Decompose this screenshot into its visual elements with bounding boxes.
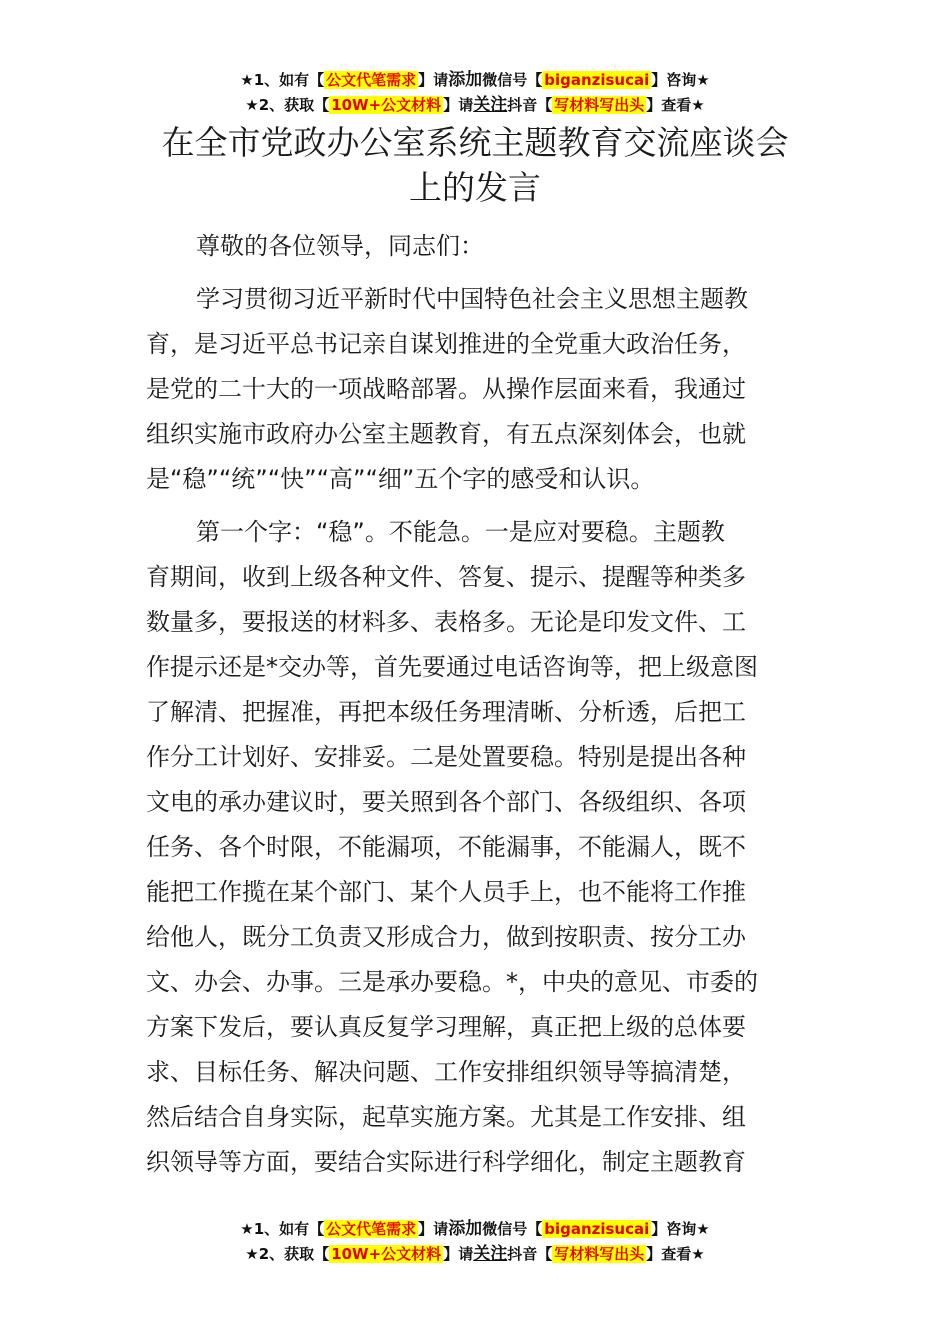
- promo-text: 】咨询: [651, 71, 697, 89]
- text-line: 能把工作揽在某个部门、某个人员手上，也不能将工作推: [146, 878, 746, 906]
- text-line: 求、目标任务、解决问题、工作安排组织领导等搞清楚，: [146, 1058, 746, 1086]
- promo-text: 抖音【: [507, 1245, 553, 1263]
- promo-text: 】请: [443, 96, 474, 114]
- promo-text: 微信号【: [482, 71, 543, 89]
- salutation: 尊敬的各位领导，同志们：: [196, 232, 484, 260]
- promo-text: 微信号【: [482, 1220, 543, 1238]
- text-line: 作提示还是*交办等，首先要通过电话咨询等，把上级意图: [146, 653, 758, 681]
- text-line: 文电的承办建议时，要关照到各个部门、各级组织、各项: [146, 788, 746, 816]
- text-line: 给他人，既分工负责又形成合力，做到按职责、按分工办: [146, 923, 746, 951]
- promo-banner-bottom: [0, 1217, 950, 1267]
- promo-line-1: [0, 1217, 950, 1242]
- title-line: 在全市党政办公室系统主题教育交流座谈会: [161, 123, 789, 162]
- promo-line-2: [0, 93, 950, 118]
- highlight-wechat-id: biganzisucai: [544, 1220, 650, 1238]
- promo-line-2: [0, 1242, 950, 1267]
- text-line: 学习贯彻习近平新时代中国特色社会主义思想主题教: [196, 285, 748, 313]
- text-line: 是党的二十大的一项战略部署。从操作层面来看，我通过: [146, 375, 746, 403]
- promo-text: 】请: [418, 1220, 449, 1238]
- text-line: 作分工计划好、安排妥。二是处置要稳。特别是提出各种: [146, 743, 746, 771]
- promo-emphasis: 添加: [448, 1219, 483, 1239]
- promo-emphasis: 关注: [473, 1244, 508, 1264]
- promo-text: 1、如有【: [253, 1220, 325, 1238]
- promo-emphasis: 关注: [473, 95, 508, 115]
- highlight-materials: 10W+公文材料: [331, 1245, 442, 1263]
- promo-text: 】查看: [646, 1245, 692, 1263]
- promo-banner-top: [0, 68, 950, 118]
- promo-text: 2、获取【: [258, 96, 330, 114]
- promo-text: 】请: [418, 71, 449, 89]
- text-line: 是“稳”“统”“快”“高”“细”五个字的感受和认识。: [146, 465, 655, 493]
- star-icon: ★: [240, 1220, 254, 1238]
- promo-text: 】咨询: [651, 1220, 697, 1238]
- text-line: 育期间，收到上级各种文件、答复、提示、提醒等种类多: [146, 563, 746, 591]
- promo-text: 】查看: [646, 96, 692, 114]
- promo-text: 2、获取【: [258, 1245, 330, 1263]
- document-title: [100, 120, 850, 210]
- star-icon: ★: [696, 71, 710, 89]
- text-line: 数量多，要报送的材料多、表格多。无论是印发文件、工: [146, 608, 746, 636]
- star-icon: ★: [240, 71, 254, 89]
- star-icon: ★: [245, 1245, 259, 1263]
- text-line: 育，是习近平总书记亲自谋划推进的全党重大政治任务，: [146, 330, 746, 358]
- star-icon: ★: [696, 1220, 710, 1238]
- promo-emphasis: 添加: [448, 70, 483, 90]
- text-line: 第一个字：“稳”。不能急。一是应对要稳。主题教: [196, 518, 725, 546]
- text-line: 然后结合自身实际，起草实施方案。尤其是工作安排、组: [146, 1103, 746, 1131]
- text-line: 组织实施市政府办公室主题教育，有五点深刻体会，也就: [146, 420, 746, 448]
- promo-text: 1、如有【: [253, 71, 325, 89]
- highlight-douyin: 写材料写出头: [554, 1245, 645, 1263]
- highlight-service: 公文代笔需求: [326, 71, 417, 89]
- highlight-wechat-id: biganzisucai: [544, 71, 650, 89]
- promo-text: 】请: [443, 1245, 474, 1263]
- star-icon: ★: [691, 1245, 705, 1263]
- star-icon: ★: [691, 96, 705, 114]
- paragraph-intro: [146, 277, 808, 502]
- text-line: 任务、各个时限，不能漏项，不能漏事，不能漏人，既不: [146, 833, 746, 861]
- highlight-materials: 10W+公文材料: [331, 96, 442, 114]
- highlight-douyin: 写材料写出头: [554, 96, 645, 114]
- star-icon: ★: [245, 96, 259, 114]
- text-line: 文、办会、办事。三是承办要稳。*，中央的意见、市委的: [146, 968, 758, 996]
- paragraph-first-character: [146, 510, 808, 1185]
- title-line: 上的发言: [409, 168, 541, 207]
- text-line: 了解清、把握准，再把本级任务理清晰、分析透，后把工: [146, 698, 746, 726]
- highlight-service: 公文代笔需求: [326, 1220, 417, 1238]
- text-line: 方案下发后，要认真反复学习理解，真正把上级的总体要: [146, 1013, 746, 1041]
- promo-line-1: [0, 68, 950, 93]
- text-line: 织领导等方面，要结合实际进行科学细化，制定主题教育: [146, 1148, 746, 1176]
- promo-text: 抖音【: [507, 96, 553, 114]
